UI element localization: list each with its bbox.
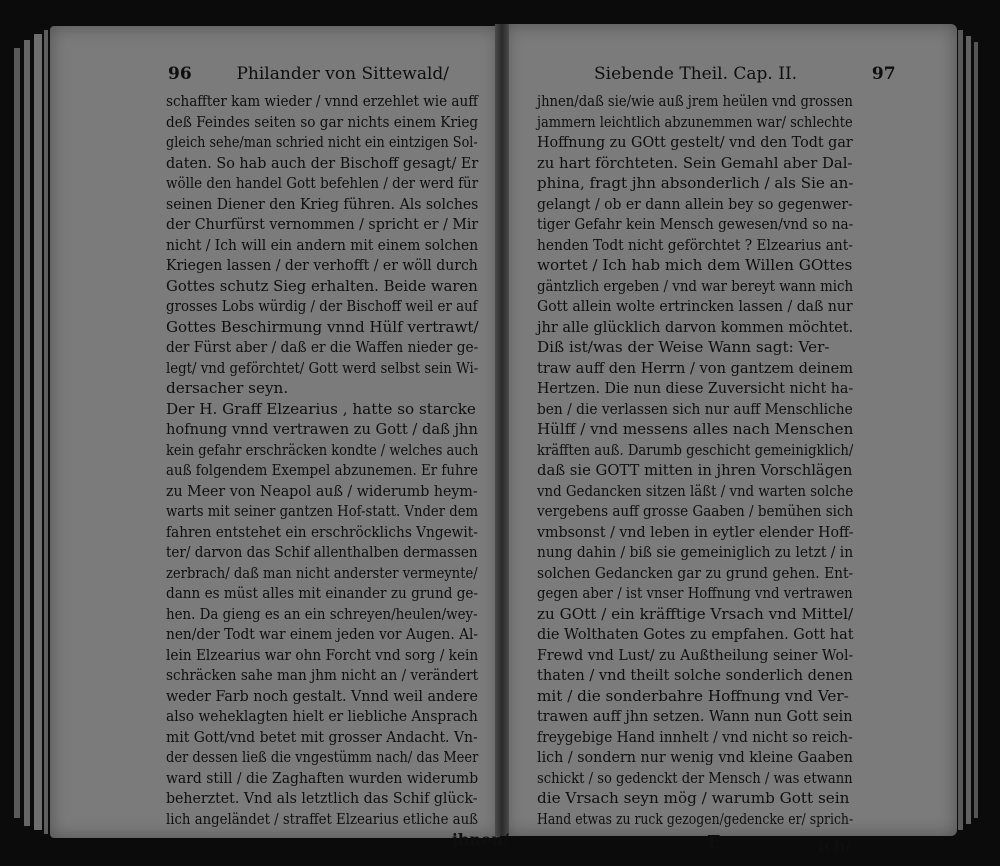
text-line: grosses Lobs würdig / der Bischoff weil er auf	[166, 297, 478, 315]
text-line: beherztet. Vnd als letztlich das Schif glück-	[166, 789, 478, 807]
right-running-header	[594, 64, 896, 84]
text-line: nen/der Todt war einem jeden vor Augen. Al-	[166, 625, 478, 643]
text-line: zu Meer von Neapol auß / widerumb heym-	[166, 481, 478, 500]
text-line: legt/ vnd geförchtet/ Gott werd selbst sein Wi-	[166, 358, 479, 377]
text-line: Hoffnung zu GOtt gestelt/ vnd den Todt gar	[537, 133, 853, 151]
text-line: hofnung vnnd vertrawen zu Gott / daß jhn	[166, 420, 478, 438]
text-line: kräfften auß. Darumb geschicht gemeinigklich/	[537, 440, 854, 459]
text-line: der Churfürst vernommen / spricht er / Mir	[166, 215, 479, 233]
text-line: dersacher seyn.	[166, 379, 289, 397]
text-line: Der H. Graff Elzearius , hatte so starcke	[166, 399, 476, 418]
text-line: also weheklagten hielt er liebliche Ansprach	[166, 707, 478, 725]
text-line: vnd Gedancken sitzen läßt / vnd warten solche	[537, 481, 854, 500]
text-line: jhr alle glücklich darvon kommen möchtet.	[537, 317, 854, 336]
text-line: hen. Da gieng es an ein schreyen/heulen/wey-	[166, 604, 478, 623]
text-line: Hülff / vnd messens alles nach Menschen	[537, 420, 854, 438]
page-edge	[34, 34, 42, 830]
book-gutter	[495, 24, 509, 836]
text-line: trawen auff jhn setzen. Wann nun Gott sein	[537, 707, 853, 725]
text-line: phina, fragt jhn absonderlich / als Sie an-	[537, 174, 854, 192]
text-line: daß sie GOTT mitten in jhren Vorschlägen	[537, 461, 853, 479]
text-line: ward still / die Zaghaften wurden widerumb	[166, 768, 479, 787]
text-line: Hertzen. Die nun diese Zuversicht nicht ha-	[537, 379, 854, 397]
text-line: zu GOtt / ein kräfftige Vrsach vnd Mittel/	[537, 604, 854, 623]
text-line: Gott allein wolte ertrincken lassen / daß nur	[537, 297, 853, 315]
text-line: gelangt / ob er dann allein bey so gegenwer-	[537, 194, 853, 213]
text-line: solchen Gedancken gar zu grund gehen. Ent-	[537, 563, 854, 582]
text-line: wortet / Ich hab mich dem Willen GOttes	[537, 256, 853, 274]
text-line: lich angeländet / straffet Elzearius etliche auß	[166, 809, 479, 828]
left-running-header	[168, 64, 449, 84]
text-line: Kriegen lassen / der verhofft / er wöll durch	[166, 256, 478, 274]
text-line: Gottes Beschirmung vnnd Hülf vertrawt/	[166, 317, 479, 336]
text-line: vergebens auff grosse Gaaben / bemühen sich	[537, 502, 854, 520]
text-line: tiger Gefahr kein Mensch gewesen/vnd so na-	[537, 215, 854, 233]
right-running-head: Siebende Theil. Cap. II.	[594, 64, 798, 84]
text-line: ben / die verlassen sich nur auff Menschliche	[537, 399, 853, 418]
page-edge	[44, 30, 48, 834]
text-line: weder Farb noch gestalt. Vnnd weil andere	[166, 686, 478, 705]
text-line: gäntzlich ergeben / vnd war bereyt wann mich	[537, 276, 854, 295]
text-line: Diß ist/was der Weise Wann sagt: Ver-	[537, 338, 830, 356]
text-line: nicht / Ich will ein andern mit einem solchen	[166, 235, 479, 254]
text-line: deß Feindes seiten so gar nichts einem Krieg	[166, 112, 479, 131]
text-line: thaten / vnd theilt solche sonderlich denen	[537, 666, 853, 684]
text-line: mit Gott/vnd betet mit grosser Andacht. Vn-	[166, 727, 478, 746]
text-line: traw auff den Herrn / von gantzem deinem	[537, 358, 854, 377]
left-page-number: 96	[168, 64, 192, 84]
text-line: dann es müst alles mit einander zu grund ge-	[166, 584, 479, 602]
text-line: jhnen/daß sie/wie auß jrem heülen vnd grossen	[537, 92, 853, 110]
text-line: Frewd vnd Lust/ zu Außtheilung seiner Wol-	[537, 645, 854, 664]
text-line: vmbsonst / vnd leben in eytler elender Hoff-	[537, 522, 854, 541]
left-page-text	[166, 91, 478, 829]
text-line: auß folgendem Exempel abzunemen. Er fuhre	[166, 461, 478, 479]
text-line: lich / sondern nur wenig vnd kleine Gaaben	[537, 748, 853, 766]
text-line: jammern leichtlich abzunemmen war/ schlechte	[537, 112, 853, 131]
text-line: die Wolthaten Gotes zu empfahen. Gott hat	[537, 625, 854, 643]
text-line: schaffter kam wieder / vnnd erzehlet wie auff	[166, 92, 478, 110]
page-edge	[958, 30, 963, 830]
right-catchword: ich/	[818, 836, 852, 855]
right-page-text	[537, 91, 853, 829]
text-line: ter/ darvon das Schif allenthalben dermassen	[166, 543, 478, 561]
text-line: gegen aber / ist vnser Hoffnung vnd vertrawen	[537, 584, 853, 602]
text-line: lein Elzearius war ohn Forcht vnd sorg / kein	[166, 645, 479, 664]
text-line: zerbrach/ daß man nicht anderster vermeynte/	[166, 563, 478, 582]
text-line: henden Todt nicht geförchtet ? Elzearius ant-	[537, 235, 853, 254]
text-line: gleich sehe/man schried nicht ein eintzigen Sol-	[166, 133, 478, 151]
text-line: der dessen ließ die vngestümm nach/ das Meer	[166, 748, 479, 766]
text-line: zu hart förchteten. Sein Gemahl aber Dal-	[537, 153, 853, 172]
left-running-head: Philander von Sittewald/	[236, 64, 450, 84]
text-line: fahren entstehet ein erschröcklichs Vngewit-	[166, 522, 478, 541]
text-line: der Fürst aber / daß er die Waffen nieder ge-	[166, 338, 479, 356]
text-line: nung dahin / biß sie gemeiniglich zu letzt / in	[537, 543, 854, 561]
text-line: freygebige Hand innhelt / vnd nicht so reich-	[537, 727, 853, 746]
text-line: schräcken sahe man jhm nicht an / verändert	[166, 666, 479, 684]
text-line: warts mit seiner gantzen Hof-statt. Vnder dem	[166, 502, 479, 520]
left-catchword: jhnen/	[452, 830, 509, 849]
page-edge	[974, 42, 978, 818]
right-signature-mark: E	[707, 832, 721, 853]
page-edge	[24, 40, 30, 826]
text-line: daten. So hab auch der Bischoff gesagt/ Er	[166, 153, 479, 172]
text-line: Gottes schutz Sieg erhalten. Beide waren	[166, 276, 478, 295]
page-edge	[14, 48, 20, 818]
right-page-number: 97	[871, 64, 896, 84]
text-line: kein gefahr erschräcken kondte / welches auch	[166, 440, 479, 459]
text-line: wölle den handel Gott befehlen / der werd für	[166, 174, 479, 192]
text-line: seinen Diener den Krieg führen. Als solches	[166, 194, 479, 213]
page-edge	[966, 36, 971, 824]
text-line: mit / die sonderbahre Hoffnung vnd Ver-	[537, 686, 849, 705]
text-line: schickt / so gedenckt der Mensch / was etwann	[537, 768, 853, 787]
text-line: Hand etwas zu ruck gezogen/gedencke er/ sprich-	[537, 809, 854, 828]
text-line: die Vrsach seyn mög / warumb Gott sein	[537, 789, 850, 807]
